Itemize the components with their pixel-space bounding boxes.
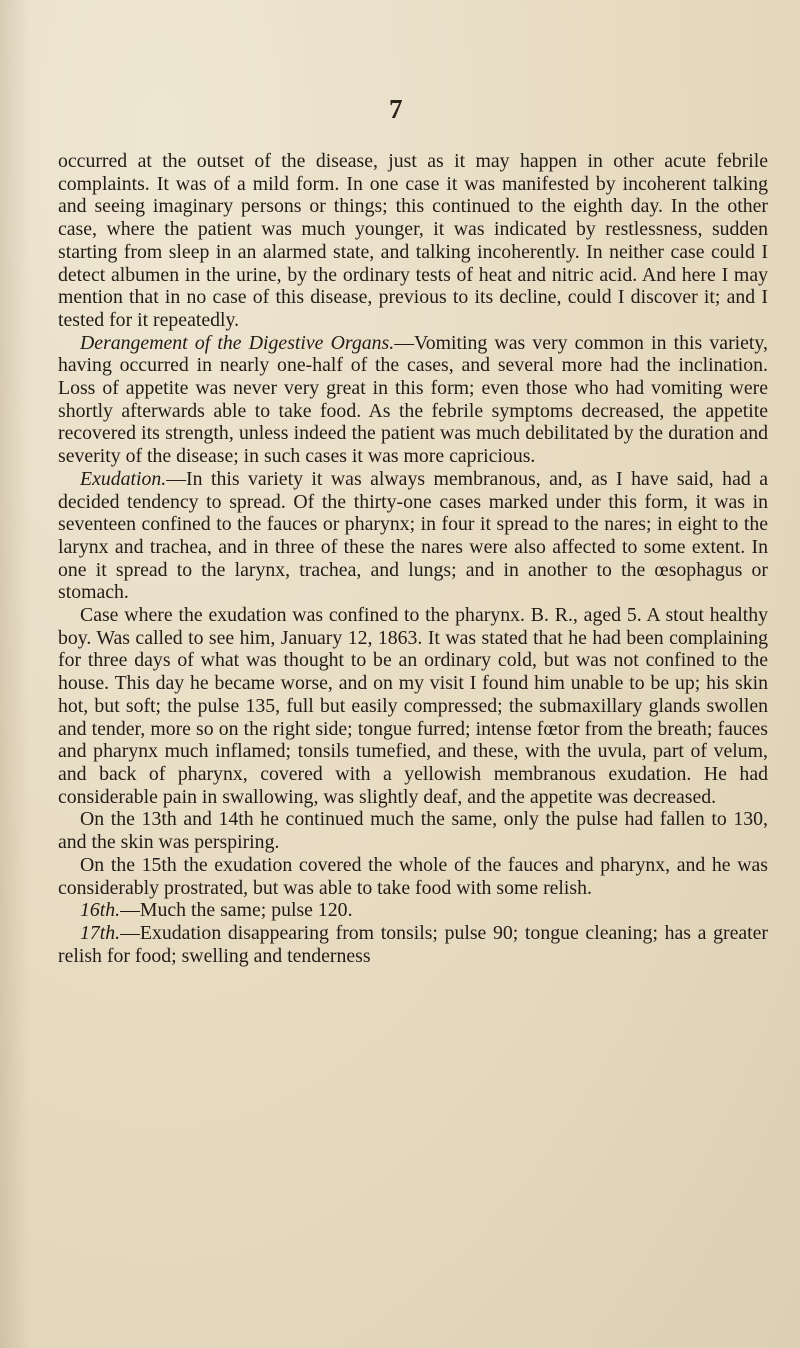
paragraph	[58, 922, 768, 967]
paragraph-text: occurred at the outset of the disease, just as it may happen in other acute febrile complaints. It was of a mild form. In one case it was manifested by incoherent talking and seeing imaginary persons or things; this continued to the eighth day. In the other case, where the patient was much younger, it was indicated by restlessness, sudden starting from sleep in an alarmed state, and talking incoherently. In neither case could I detect albumen in the urine, by the ordinary tests of heat and nitric acid. And here I may mention that in no case of this disease, previous to its decline, could I discover it; and I tested for it repeatedly.	[58, 150, 768, 331]
paragraph	[58, 604, 768, 808]
paragraph-text: —Vomiting was very common in this variety, having occurred in nearly one-half of the cases, and several more had the inclination. Loss of appetite was never very great in this form; even those who had vomiting were shortly afterwards able to take food. As the febrile symptoms decreased, the appetite recovered its strength, unless indeed the patient was much debilitated by the duration and severity of the disease; in such cases it was more capricious.	[58, 331, 768, 468]
paragraph-text: Case where the exudation was confined to the pharynx. B. R., aged 5. A stout healthy boy. Was called to see him, January 12, 1863. It was stated that he had been complaining for three days of what was thought to be an ordinary cold, but was not confined to the house. This day he became worse, and on my visit I found him unable to be up; his skin hot, but soft; the pulse 135, full but easily compressed; the submaxillary glands swollen and tender, more so on the right side; tongue furred; intense fœtor from the breath; fauces and pharynx much inflamed; tonsils tumefied, and these, with the uvula, part of velum, and back of pharynx, covered with a yellowish membranous exudation. He had considerable pain in swallowing, was slightly deaf, and the appetite was decreased.	[58, 604, 768, 808]
paragraph	[58, 468, 768, 604]
page-edge-shadow	[0, 0, 30, 1348]
paragraph-heading: Derangement of the Digestive Organs.	[80, 331, 395, 354]
paragraph	[58, 854, 768, 899]
paragraph-heading: 17th.	[80, 921, 121, 944]
paragraph-text: —Exudation disappearing from tonsils; pulse 90; tongue cleaning; has a greater relish for food; swelling and tenderness	[58, 921, 768, 967]
paragraph	[58, 150, 768, 332]
paragraph	[58, 332, 768, 468]
paragraph	[58, 808, 768, 853]
paragraph-text: On the 15th the exudation covered the whole of the fauces and pharynx, and he was considerably prostrated, but was able to take food with some relish.	[58, 853, 768, 899]
body-text	[58, 150, 768, 967]
paragraph-text: —In this variety it was always membranous, and, as I have said, had a decided tendency to spread. Of the thirty-one cases marked under this form, it was in seventeen confined to the fauces or pharynx; in four it spread to the nares; in eight to the larynx and trachea, and in three of these the nares were also affected to some extent. In one it spread to the larynx, trachea, and lungs; and in another to the œsophagus or stomach.	[58, 467, 768, 604]
paragraph	[58, 899, 768, 922]
paragraph-text: —Much the same; pulse 120.	[120, 899, 353, 922]
page-number: 7	[389, 94, 403, 124]
paragraph-heading: 16th.	[80, 899, 121, 922]
paragraph-text: On the 13th and 14th he continued much the same, only the pulse had fallen to 130, and the skin was perspiring.	[58, 808, 768, 854]
paragraph-heading: Exudation.	[80, 467, 167, 490]
